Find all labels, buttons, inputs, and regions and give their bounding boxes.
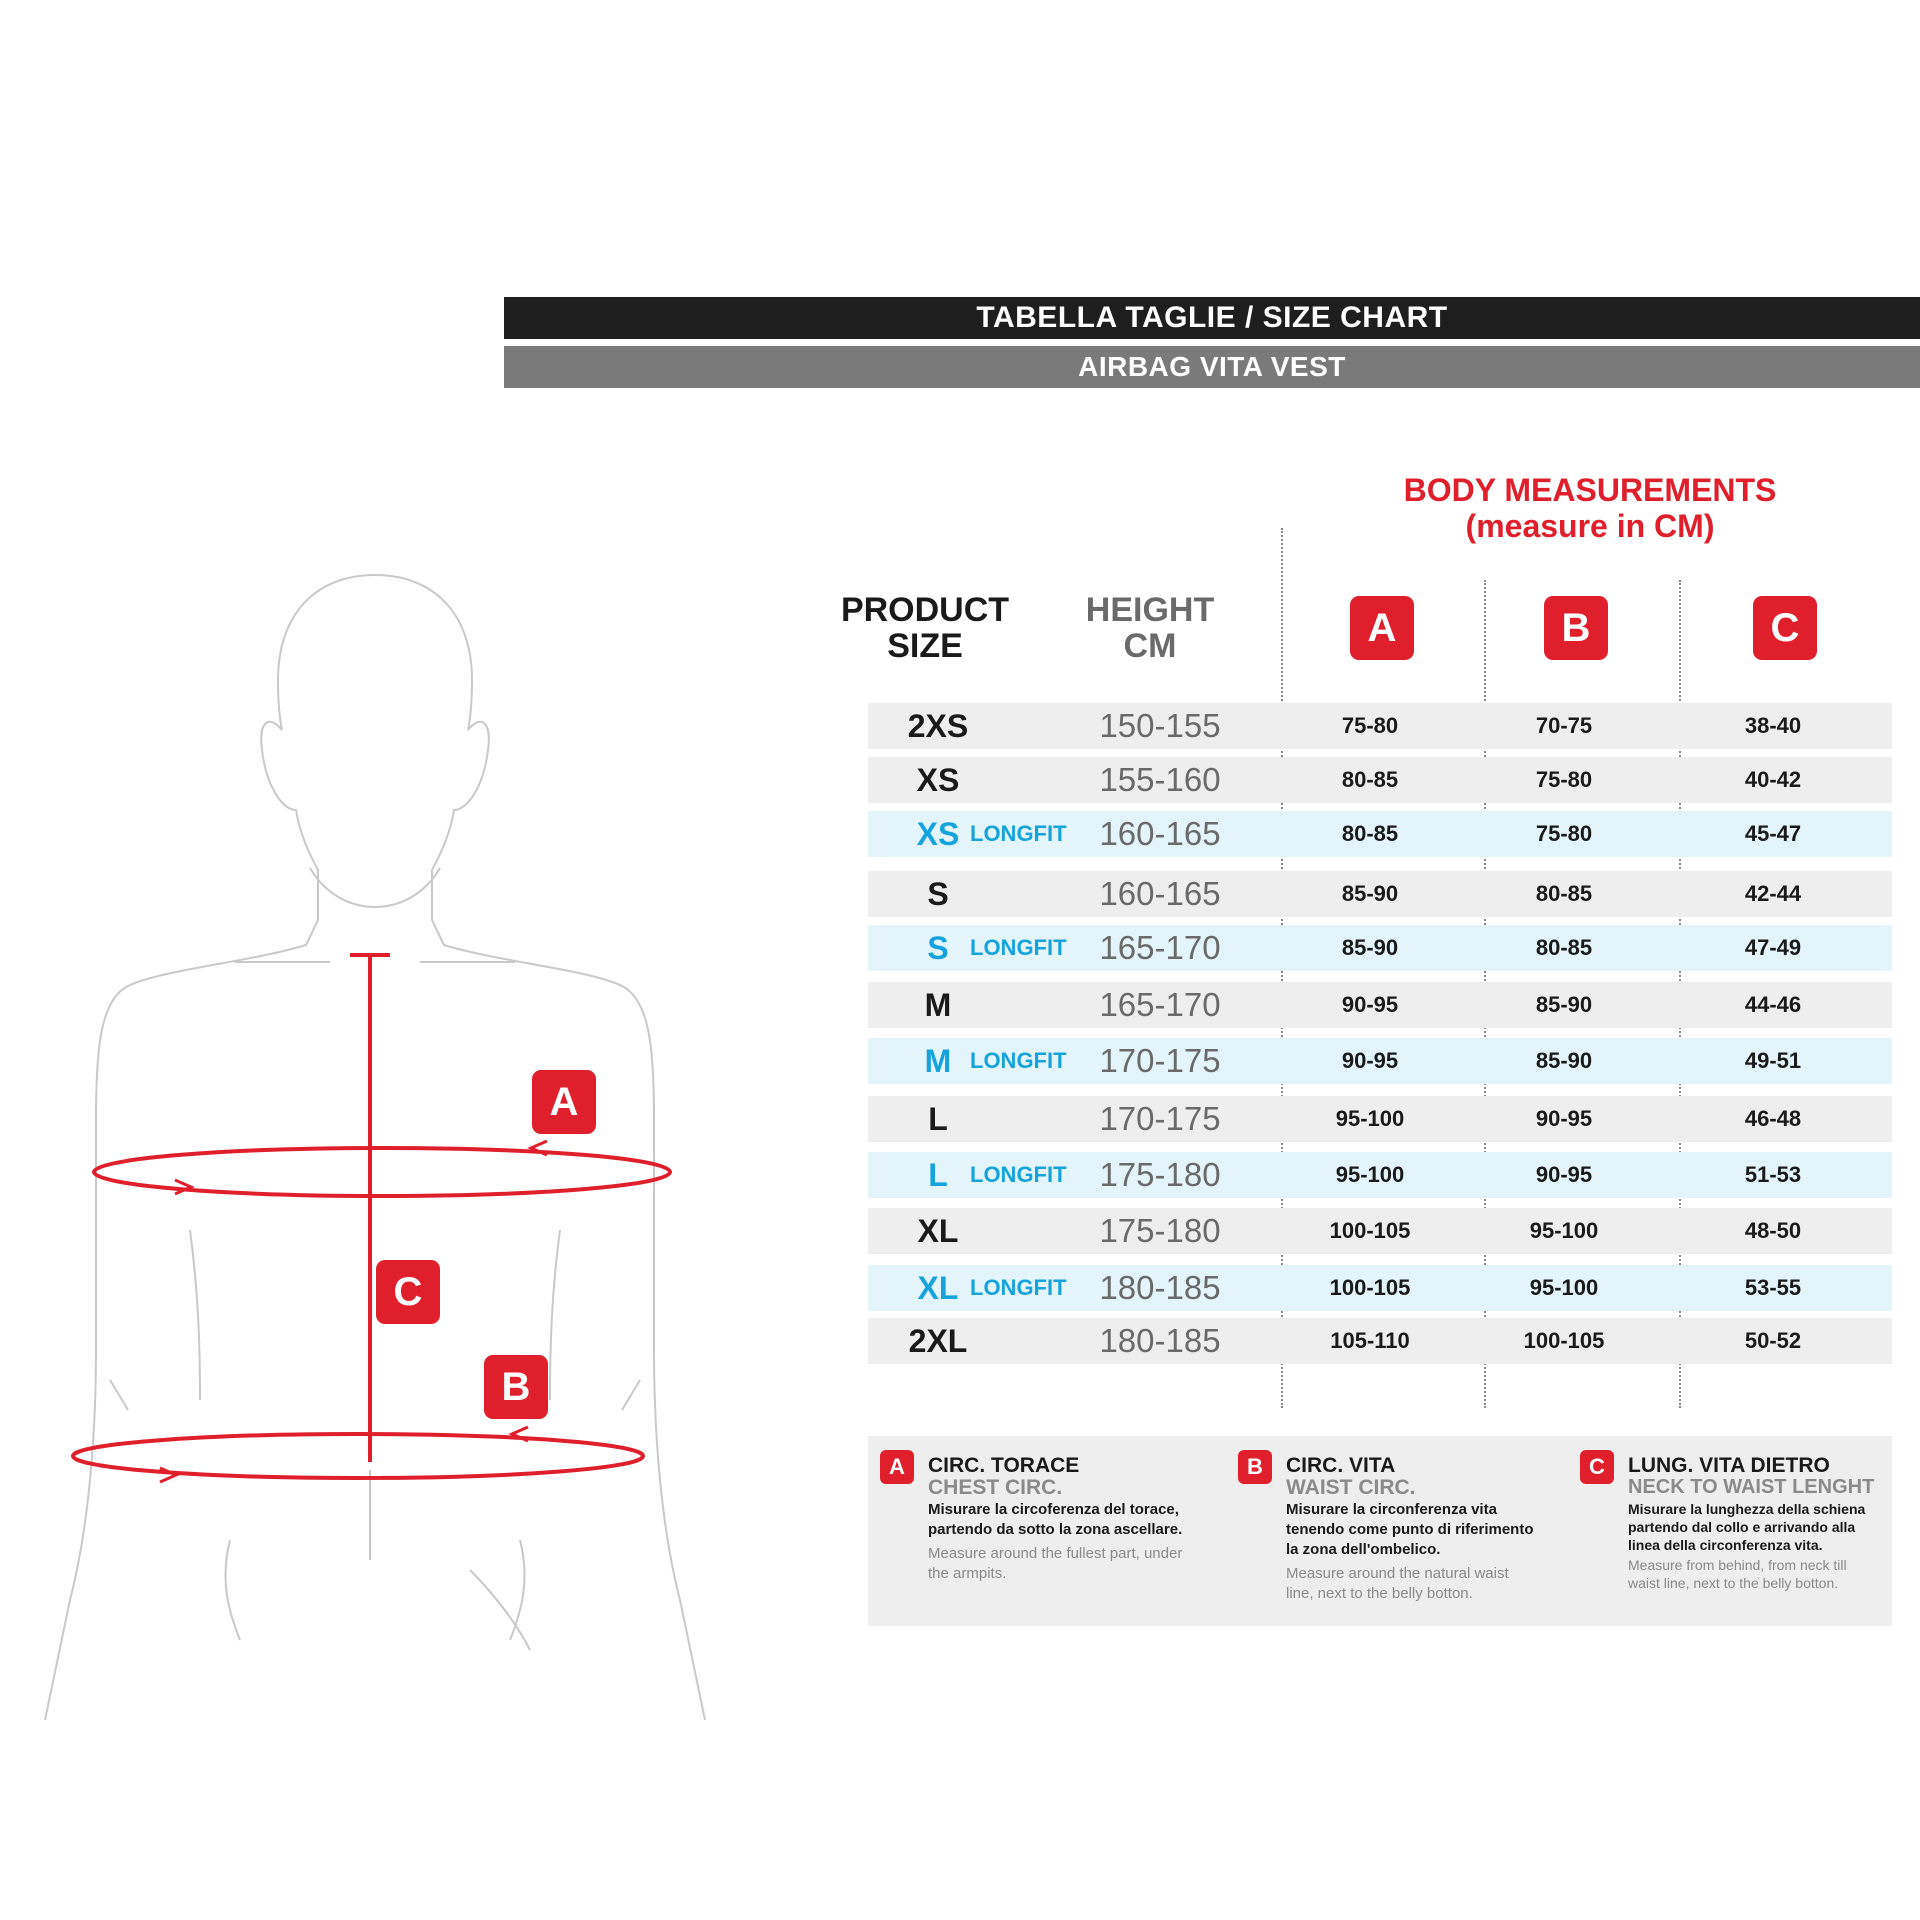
row-a: 80-85 (1341, 821, 1399, 846)
ellipse-a (94, 1148, 670, 1196)
row-longfit: LONGFIT (970, 1162, 1067, 1187)
legend-c-desc-en-1: Measure from behind, from neck till (1628, 1557, 1847, 1573)
row-size: M (924, 987, 952, 1023)
legend-b-desc-en-2: line, next to the belly botton. (1286, 1585, 1473, 1602)
row-size: S (927, 876, 949, 912)
table-row (868, 1318, 1892, 1364)
table-row (868, 1265, 1892, 1311)
height-header-2: CM (1123, 627, 1177, 665)
legend-c-desc-it-1: Misurare la lunghezza della schiena (1628, 1501, 1866, 1517)
legend-c-desc-it-2: partendo dal collo e arrivando alla (1628, 1519, 1856, 1535)
table-row (868, 1038, 1892, 1084)
body-measurements-line2: (measure in CM) (1465, 508, 1715, 544)
row-c: 38-40 (1744, 713, 1802, 738)
row-b: 90-95 (1535, 1106, 1593, 1131)
row-b: 100-105 (1523, 1328, 1605, 1353)
row-longfit: LONGFIT (970, 935, 1067, 960)
row-b: 95-100 (1529, 1218, 1599, 1243)
ellipse-b (73, 1434, 643, 1478)
table-row (868, 703, 1892, 749)
row-b: 80-85 (1535, 935, 1593, 960)
legend-a-desc-en-2: the armpits. (928, 1565, 1007, 1582)
table-row (868, 811, 1892, 857)
row-height: 170-175 (1099, 1042, 1221, 1079)
row-a: 95-100 (1335, 1106, 1405, 1131)
legend (868, 1436, 1892, 1626)
arrow-b-1 (160, 1468, 176, 1482)
legend-b-desc-en-1: Measure around the natural waist (1286, 1565, 1509, 1582)
row-longfit: LONGFIT (970, 1275, 1067, 1300)
column-badge-a: A (1350, 596, 1414, 660)
legend-a-title-en: CHEST CIRC. (928, 1476, 1063, 1499)
row-c: 44-46 (1744, 992, 1802, 1017)
body-figure (0, 0, 740, 1760)
figure-badge-a: A (532, 1070, 596, 1134)
row-height: 175-180 (1099, 1212, 1221, 1249)
table-row (868, 871, 1892, 917)
row-height: 160-165 (1099, 875, 1221, 912)
row-c: 40-42 (1744, 767, 1802, 792)
column-badge-b: B (1544, 596, 1608, 660)
row-height: 160-165 (1099, 815, 1221, 852)
row-c: 46-48 (1744, 1106, 1802, 1131)
table-row (868, 1152, 1892, 1198)
legend-b-title-en: WAIST CIRC. (1286, 1476, 1416, 1499)
legend-c-desc-en (1628, 1556, 1890, 1592)
legend-c-desc-en-2: waist line, next to the belly botton. (1628, 1575, 1839, 1591)
row-b: 85-90 (1535, 992, 1593, 1017)
row-size: XS (916, 816, 960, 852)
height-header-1: HEIGHT (1085, 591, 1215, 629)
row-height: 165-170 (1099, 986, 1221, 1023)
row-size: XL (917, 1213, 959, 1249)
row-size: M (924, 1043, 952, 1079)
measurement-lines (73, 955, 670, 1482)
legend-a-desc-it-2: partendo da sotto la zona ascellare. (928, 1521, 1183, 1538)
legend-b-desc-it (1286, 1500, 1566, 1560)
row-c: 53-55 (1744, 1275, 1802, 1300)
legend-b-desc-it-2: tenendo come punto di riferimento (1286, 1521, 1534, 1538)
row-size: S (927, 930, 949, 966)
legend-c-desc-it-3: linea della circonferenza vita. (1628, 1537, 1823, 1553)
row-size: L (928, 1157, 948, 1193)
row-a: 105-110 (1330, 1328, 1410, 1353)
row-size: 2XS (907, 708, 969, 744)
table-row (868, 757, 1892, 803)
legend-b-desc-it-1: Misurare la circonferenza vita (1286, 1501, 1497, 1518)
row-a: 85-90 (1341, 881, 1399, 906)
row-c: 42-44 (1744, 881, 1802, 906)
row-c: 48-50 (1744, 1218, 1802, 1243)
row-c: 45-47 (1744, 821, 1802, 846)
figure-badge-c: C (376, 1260, 440, 1324)
row-height: 180-185 (1099, 1269, 1221, 1306)
row-height: 170-175 (1099, 1100, 1221, 1137)
row-height: 155-160 (1099, 761, 1221, 798)
row-a: 100-105 (1329, 1275, 1411, 1300)
table-row (868, 1208, 1892, 1254)
row-c: 51-53 (1744, 1162, 1802, 1187)
height-header (1070, 592, 1230, 664)
row-b: 70-75 (1535, 713, 1593, 738)
product-name: AIRBAG VITA VEST (504, 346, 1920, 388)
row-size: 2XL (908, 1323, 968, 1359)
column-badge-c: C (1753, 596, 1817, 660)
row-a: 80-85 (1341, 767, 1399, 792)
row-size: XS (916, 762, 960, 798)
legend-a-title-it: CIRC. TORACE (928, 1454, 1080, 1477)
row-b: 95-100 (1529, 1275, 1599, 1300)
row-longfit: LONGFIT (970, 821, 1067, 846)
row-longfit: LONGFIT (970, 1048, 1067, 1073)
legend-b-desc-en (1286, 1564, 1566, 1604)
table-row (868, 925, 1892, 971)
row-size: XL (917, 1270, 959, 1306)
legend-c-title-it: LUNG. VITA DIETRO (1628, 1454, 1830, 1477)
row-b: 90-95 (1535, 1162, 1593, 1187)
row-a: 100-105 (1329, 1218, 1411, 1243)
legend-b-desc-it-3: la zona dell'ombelico. (1286, 1541, 1441, 1558)
body-measurements-title (1370, 472, 1810, 544)
row-a: 95-100 (1335, 1162, 1405, 1187)
legend-a-desc-it-1: Misurare la circoferenza del torace, (928, 1501, 1179, 1518)
table-row (868, 982, 1892, 1028)
product-size-header-1: PRODUCT (840, 591, 1010, 629)
size-chart-title: TABELLA TAGLIE / SIZE CHART (504, 297, 1920, 339)
row-b: 75-80 (1535, 821, 1593, 846)
legend-a-desc-en (928, 1544, 1228, 1584)
body-measurements-line1: BODY MEASUREMENTS (1403, 472, 1777, 508)
legend-badge-b: B (1238, 1450, 1272, 1484)
row-b: 80-85 (1535, 881, 1593, 906)
row-a: 85-90 (1341, 935, 1399, 960)
product-size-header-2: SIZE (887, 627, 963, 665)
legend-badge-c: C (1580, 1450, 1614, 1484)
row-height: 150-155 (1099, 707, 1221, 744)
row-c: 49-51 (1744, 1048, 1802, 1073)
row-a: 75-80 (1341, 713, 1399, 738)
row-b: 75-80 (1535, 767, 1593, 792)
row-size: L (928, 1101, 948, 1137)
legend-b-title-it: CIRC. VITA (1286, 1454, 1396, 1477)
row-height: 165-170 (1099, 929, 1221, 966)
row-a: 90-95 (1341, 1048, 1399, 1073)
row-height: 180-185 (1099, 1322, 1221, 1359)
figure-badge-b: B (484, 1355, 548, 1419)
row-c: 47-49 (1744, 935, 1802, 960)
legend-badge-a: A (880, 1450, 914, 1484)
product-size-header (840, 592, 1010, 664)
legend-a-desc-en-1: Measure around the fullest part, under (928, 1545, 1183, 1562)
legend-c-desc-it (1628, 1500, 1890, 1554)
row-b: 85-90 (1535, 1048, 1593, 1073)
legend-c-title-en: NECK TO WAIST LENGHT (1628, 1476, 1875, 1498)
row-height: 175-180 (1099, 1156, 1221, 1193)
row-a: 90-95 (1341, 992, 1399, 1017)
row-c: 50-52 (1744, 1328, 1802, 1353)
legend-a-desc-it (928, 1500, 1228, 1540)
table-row (868, 1096, 1892, 1142)
